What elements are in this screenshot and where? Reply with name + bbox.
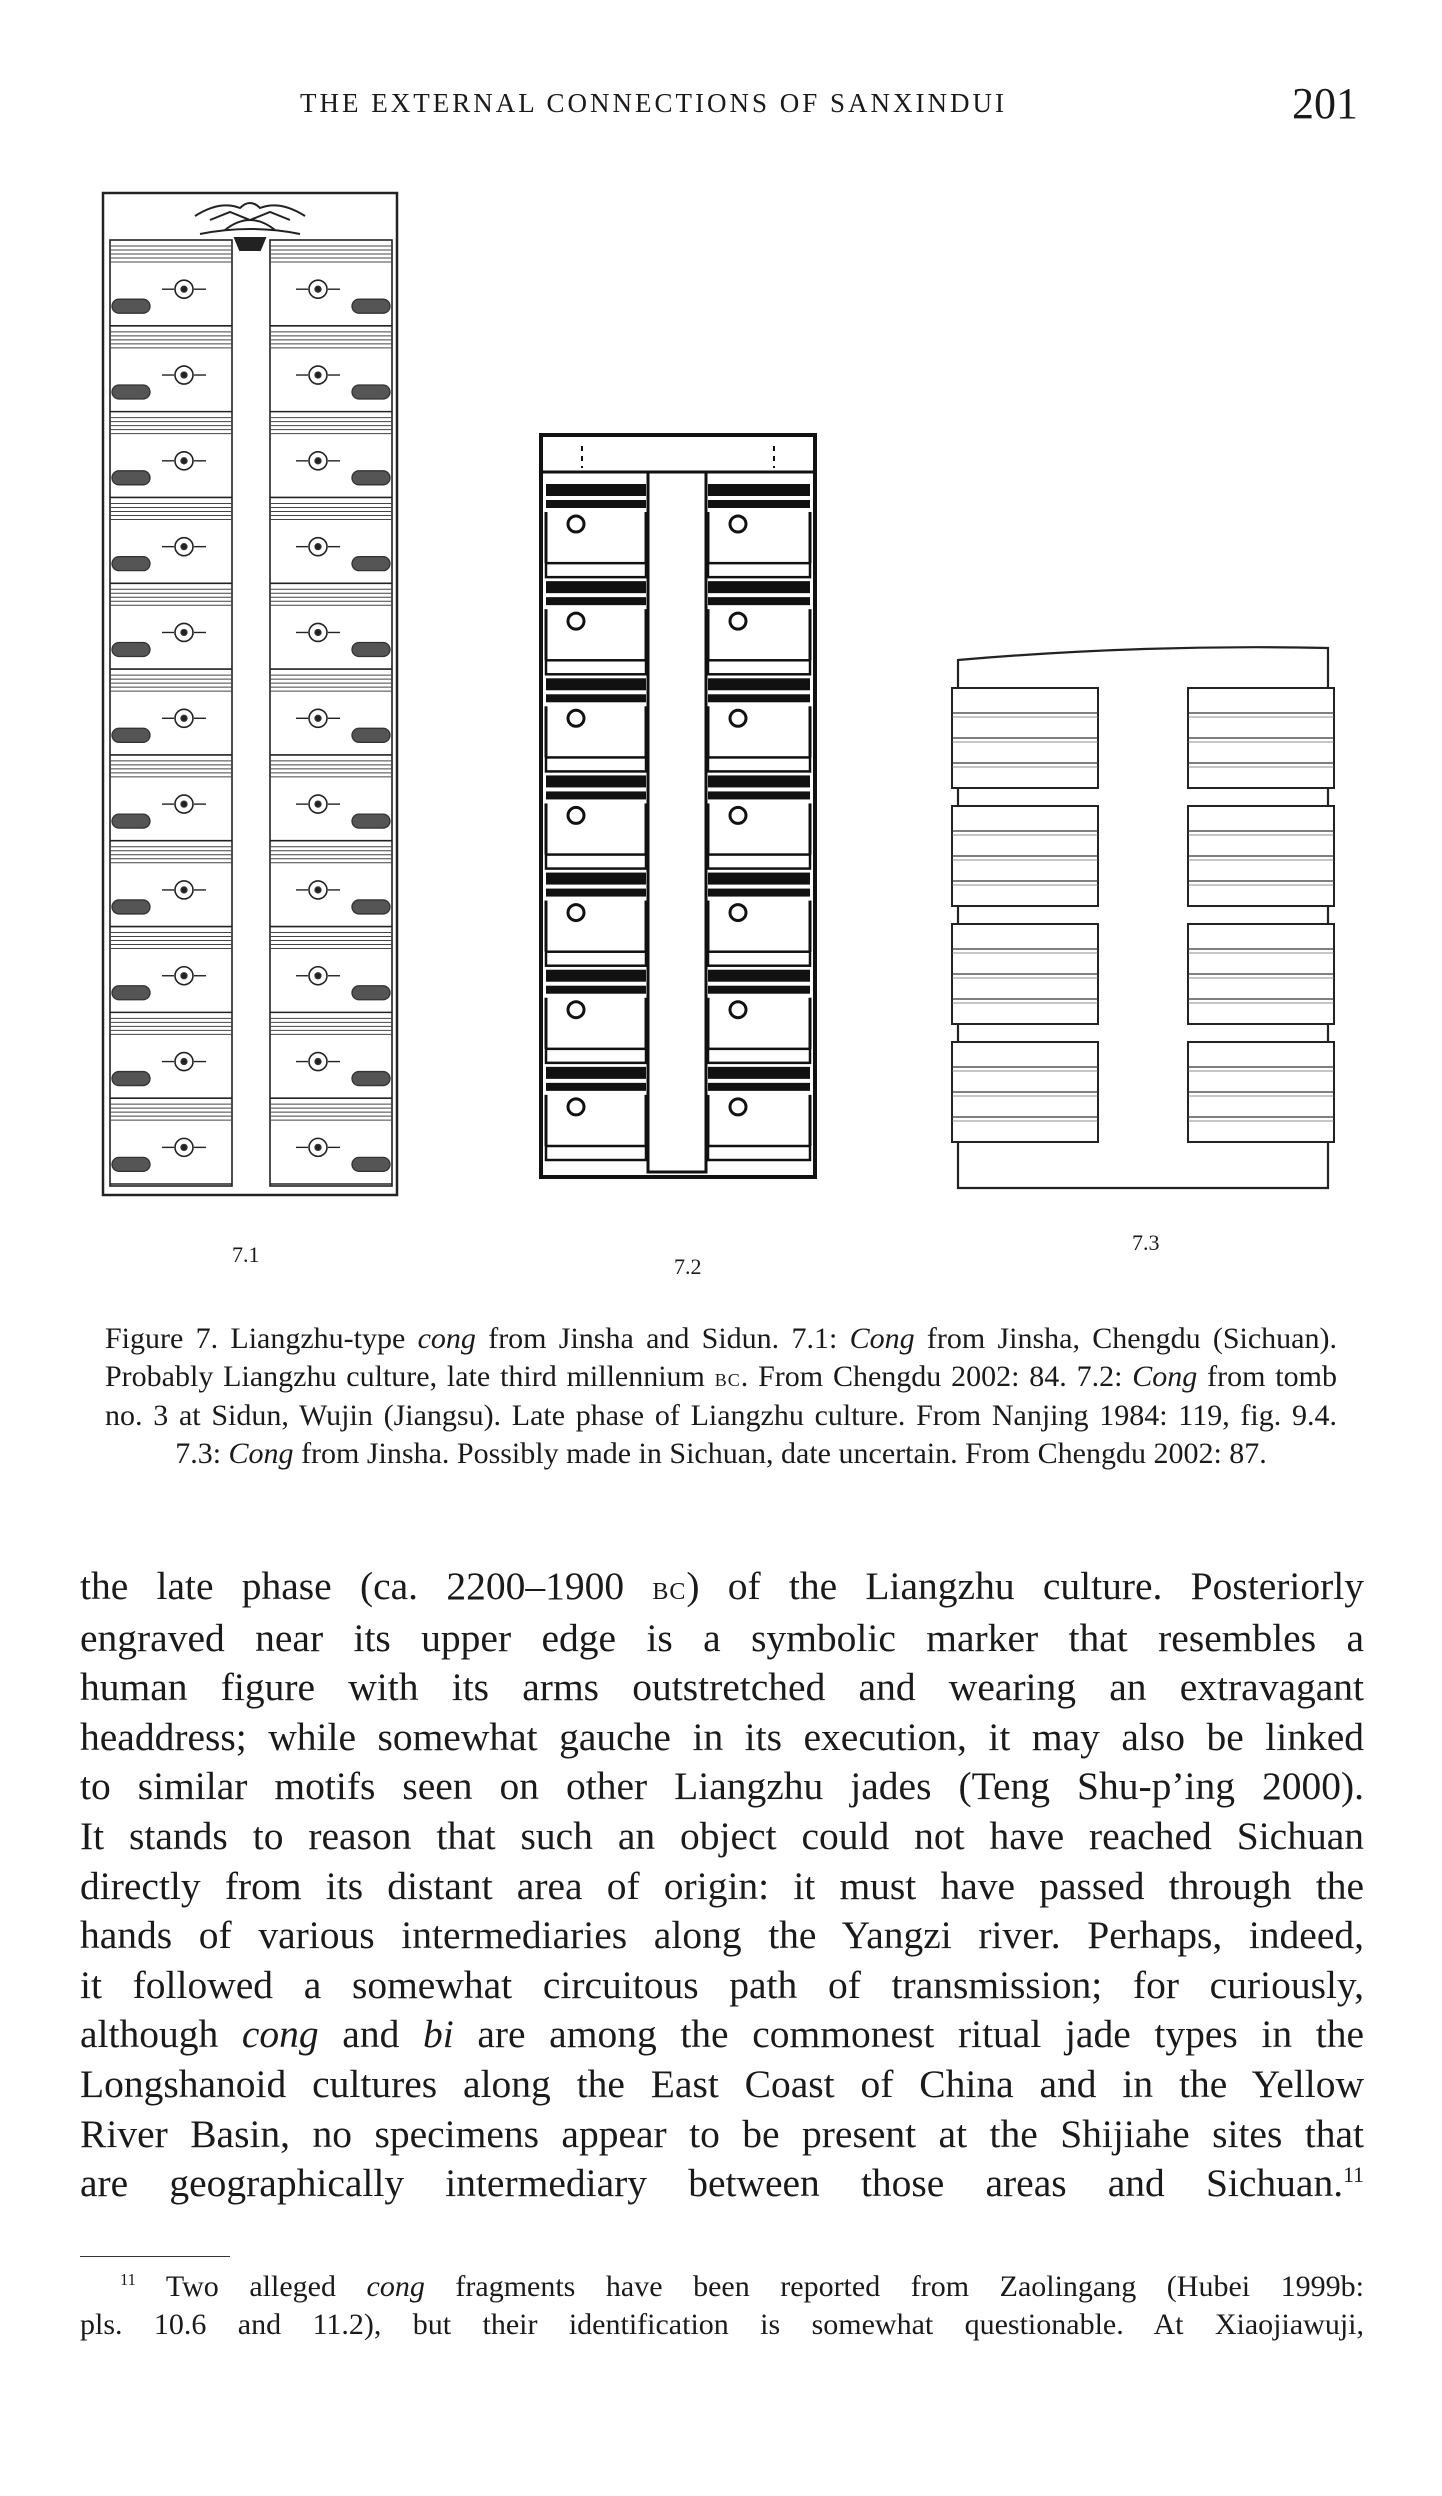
figure-caption: Figure 7. Liangzhu-type cong from Jinsha and Sidun. 7.1: Cong from Jinsha, Chengdu (Sichuan). Probably Liangzhu culture, late third millennium bc. From Chengdu 2002: 84. 7.2: Cong from tomb no. 3 at Sidun, Wujin (Jiangsu). Late phase of Liangzhu culture. From Nanjing 1984: 119, fig. 9.4. 7.3: Cong from Jinsha. Possibly made in Sichuan, date uncertain. From Chengdu 2002: 87. bbox=[105, 1322, 1337, 1470]
body-line: River Basin, no specimens appear to be present at the Shijiahe sites that bbox=[80, 2111, 1364, 2156]
footnote-line: pls. 10.6 and 11.2), but their identification is somewhat questionable. At Xiaojiawuji, bbox=[80, 2308, 1364, 2341]
cong-jade-medium-drawing bbox=[538, 432, 818, 1180]
body-line: engraved near its upper edge is a symbolic marker that resembles a bbox=[80, 1615, 1364, 1660]
cong-jade-tall-drawing bbox=[100, 190, 400, 1200]
footnote-rule bbox=[80, 2256, 230, 2257]
running-head: THE EXTERNAL CONNECTIONS OF SANXINDUI bbox=[300, 88, 1007, 118]
body-line: Longshanoid cultures along the East Coast of China and in the Yellow bbox=[80, 2061, 1364, 2106]
body-line: It stands to reason that such an object could not have reached Sichuan bbox=[80, 1813, 1364, 1858]
body-line: to similar motifs seen on other Liangzhu jades (Teng Shu-p’ing 2000). bbox=[80, 1764, 1364, 1809]
body-line: headdress; while somewhat gauche in its execution, it may also be linked bbox=[80, 1714, 1364, 1759]
body-line: hands of various intermediaries along the Yangzi river. Perhaps, indeed, bbox=[80, 1913, 1364, 1958]
cong-jade-short-drawing bbox=[948, 640, 1338, 1190]
page-header bbox=[0, 78, 1442, 138]
footnote-reference[interactable]: 11 bbox=[1343, 2162, 1364, 2187]
body-line: human figure with its arms outstretched and wearing an extravagant bbox=[80, 1665, 1364, 1710]
body-line: the late phase (ca. 2200–1900 bc) of the Liangzhu culture. Posteriorly bbox=[80, 1564, 1364, 1608]
body-line: directly from its distant area of origin: it must have passed through the bbox=[80, 1863, 1364, 1908]
body-line: although cong and bi are among the commonest ritual jade types in the bbox=[80, 2012, 1364, 2057]
body-paragraph bbox=[80, 1562, 1364, 2209]
body-line: it followed a somewhat circuitous path of transmission; for curiously, bbox=[80, 1962, 1364, 2007]
figure-label-7-3: 7.3 bbox=[1132, 1230, 1160, 1255]
footnote-number: 11 bbox=[120, 2270, 136, 2289]
body-line: are geographically intermediary between those areas and Sichuan.$^{11}$ bbox=[80, 2161, 1364, 2206]
figure-label-7-1: 7.1 bbox=[232, 1242, 260, 1267]
footnote-line: $^{11}$ Two alleged cong fragments have been reported from Zaolingang (Hubei 1999b: bbox=[120, 2270, 1364, 2303]
figure-label-7-2: 7.2 bbox=[674, 1254, 702, 1279]
page-number: 201 bbox=[1292, 79, 1358, 128]
footnote bbox=[80, 2268, 1364, 2344]
figure-7 bbox=[0, 180, 1442, 1280]
